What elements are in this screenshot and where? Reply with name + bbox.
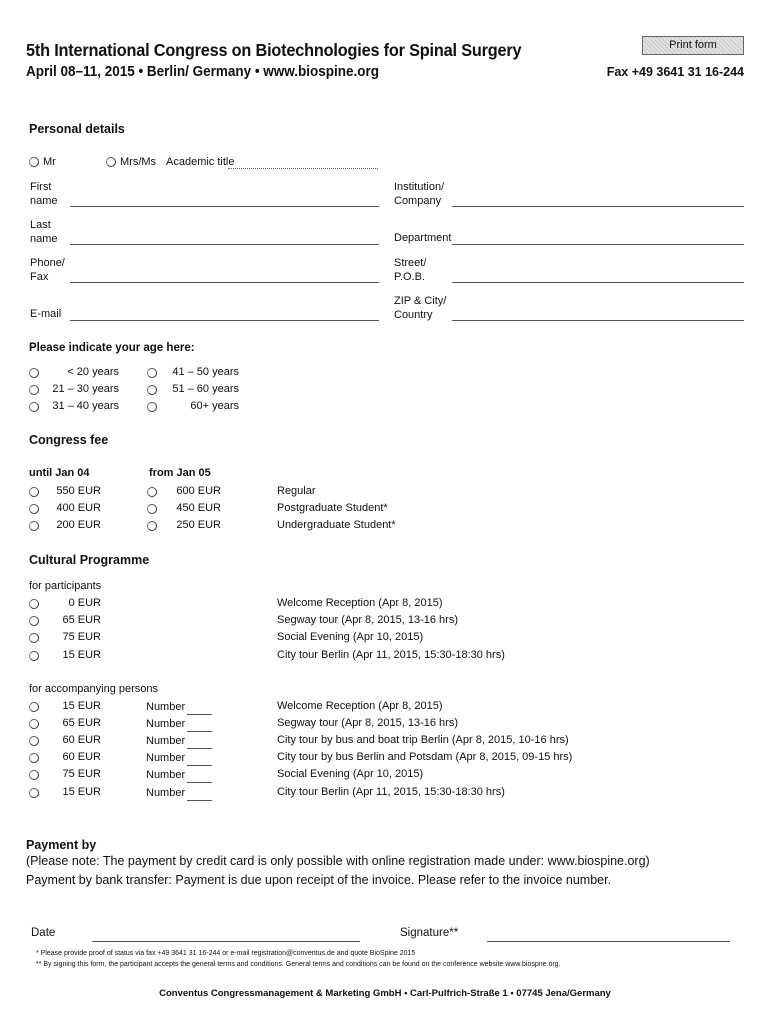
street-label: Street/ P.O.B.: [394, 257, 427, 283]
last-name-field[interactable]: [70, 244, 379, 245]
payment-credit-card-note: (Please note: The payment by credit card is only possible with online registration made under: www.biospine.org): [26, 854, 650, 868]
number-field[interactable]: [187, 782, 212, 783]
fax-number: Fax +49 3641 31 16-244: [606, 65, 744, 79]
date-field[interactable]: [92, 941, 360, 942]
mrs-ms-radio[interactable]: [106, 157, 116, 167]
footnote-proof-of-status: * Please provide proof of status via fax +49 3641 31 16-244 or e-mail registration@conventus.de and quote BioSpine 2015: [36, 950, 416, 957]
participant-event: Social Evening (Apr 10, 2015): [277, 631, 424, 643]
page-footer: Conventus Congressmanagement & Marketing GmbH • Carl-Pulfrich-Straße 1 • 07745 Jena/Germany: [159, 988, 611, 999]
participant-event: Welcome Reception (Apr 8, 2015): [277, 597, 443, 609]
participant-price: 75 EUR: [62, 631, 101, 643]
participant-event: Segway tour (Apr 8, 2015, 13-16 hrs): [277, 614, 458, 626]
age-radio-21-30[interactable]: [29, 385, 39, 395]
number-label: Number: [146, 718, 186, 730]
number-label: Number: [146, 752, 186, 764]
age-radio-51-60[interactable]: [147, 385, 157, 395]
department-label: Department: [394, 232, 452, 244]
accompanying-event: Segway tour (Apr 8, 2015, 13-16 hrs): [277, 717, 458, 729]
fee-early-price: 550 EUR: [56, 485, 101, 497]
accompanying-radio-segway[interactable]: [29, 719, 39, 729]
first-name-label: First name: [30, 181, 58, 207]
payment-bank-transfer-note: Payment by bank transfer: Payment is due upon receipt of the invoice. Please refer to the invoice number.: [26, 873, 612, 887]
participant-radio-city-tour[interactable]: [29, 651, 39, 661]
age-heading: Please indicate your age here:: [29, 342, 195, 354]
last-name-label: Last name: [30, 219, 58, 245]
age-label-41-50: 41 – 50 years: [172, 366, 239, 378]
accompanying-price: 60 EUR: [62, 751, 101, 763]
participant-radio-welcome[interactable]: [29, 599, 39, 609]
accompanying-radio-social-evening[interactable]: [29, 770, 39, 780]
late-fee-heading: from Jan 05: [149, 467, 211, 479]
institution-field[interactable]: [452, 206, 744, 207]
accompanying-price: 15 EUR: [62, 700, 101, 712]
mr-radio[interactable]: [29, 157, 39, 167]
form-title: 5th International Congress on Biotechnologies for Spinal Surgery: [26, 40, 522, 60]
age-radio-60-plus[interactable]: [147, 402, 157, 412]
phone-fax-label: Phone/ Fax: [30, 257, 65, 283]
fee-early-price: 200 EUR: [56, 519, 101, 531]
accompanying-heading: for accompanying persons: [29, 683, 159, 695]
fee-early-radio-postgraduate[interactable]: [29, 504, 39, 514]
accompanying-price: 65 EUR: [62, 717, 101, 729]
participant-price: 15 EUR: [62, 649, 101, 661]
accompanying-price: 60 EUR: [62, 734, 101, 746]
age-label-21-30: 21 – 30 years: [52, 383, 119, 395]
department-field[interactable]: [452, 244, 744, 245]
number-field[interactable]: [187, 765, 212, 766]
accompanying-event: City tour Berlin (Apr 11, 2015, 15:30-18:30 hrs): [277, 786, 505, 798]
first-name-field[interactable]: [70, 206, 379, 207]
academic-title-label: Academic title: [166, 156, 235, 168]
participant-price: 0 EUR: [68, 597, 101, 609]
accompanying-radio-welcome[interactable]: [29, 702, 39, 712]
date-label: Date: [31, 927, 56, 939]
fee-early-radio-regular[interactable]: [29, 487, 39, 497]
fee-late-radio-undergraduate[interactable]: [147, 521, 157, 531]
fee-late-radio-postgraduate[interactable]: [147, 504, 157, 514]
institution-label: Institution/ Company: [394, 181, 445, 207]
number-field[interactable]: [187, 714, 212, 715]
early-fee-heading: until Jan 04: [29, 467, 90, 479]
age-radio-41-50[interactable]: [147, 368, 157, 378]
form-subtitle: April 08–11, 2015 • Berlin/ Germany • www.biospine.org: [26, 64, 379, 80]
age-radio-31-40[interactable]: [29, 402, 39, 412]
fee-category: Postgraduate Student*: [277, 502, 388, 514]
footnote-terms: ** By signing this form, the participant accepts the general terms and conditions. General terms and conditions can be found on the conference website www.biospne.org.: [36, 961, 561, 968]
mrs-ms-label: Mrs/Ms: [120, 156, 157, 168]
print-form-button[interactable]: Print form: [642, 36, 744, 55]
phone-fax-field[interactable]: [70, 282, 379, 283]
academic-title-field[interactable]: [228, 168, 378, 169]
signature-field[interactable]: [487, 941, 730, 942]
age-label-31-40: 31 – 40 years: [52, 400, 119, 412]
zip-city-field[interactable]: [452, 320, 744, 321]
signature-label: Signature**: [400, 927, 459, 939]
zip-city-label: ZIP & City/ Country: [394, 295, 447, 321]
participant-price: 65 EUR: [62, 614, 101, 626]
accompanying-event: City tour by bus Berlin and Potsdam (Apr 8, 2015, 09-15 hrs): [277, 751, 573, 763]
fee-early-price: 400 EUR: [56, 502, 101, 514]
age-radio-under-20[interactable]: [29, 368, 39, 378]
number-field[interactable]: [187, 800, 212, 801]
number-label: Number: [146, 735, 186, 747]
number-label: Number: [146, 701, 186, 713]
accompanying-radio-city-tour[interactable]: [29, 788, 39, 798]
accompanying-price: 75 EUR: [62, 768, 101, 780]
number-field[interactable]: [187, 748, 212, 749]
number-label: Number: [146, 769, 186, 781]
participants-heading: for participants: [29, 580, 102, 592]
fee-early-radio-undergraduate[interactable]: [29, 521, 39, 531]
fee-late-price: 600 EUR: [176, 485, 221, 497]
age-label-51-60: 51 – 60 years: [172, 383, 239, 395]
email-field[interactable]: [70, 320, 379, 321]
number-field[interactable]: [187, 731, 212, 732]
accompanying-radio-boat-trip[interactable]: [29, 736, 39, 746]
number-label: Number: [146, 787, 186, 799]
accompanying-event: Welcome Reception (Apr 8, 2015): [277, 700, 443, 712]
cultural-programme-heading: Cultural Programme: [29, 553, 150, 567]
email-label: E-mail: [30, 308, 62, 320]
personal-details-heading: Personal details: [29, 122, 125, 136]
street-field[interactable]: [452, 282, 744, 283]
age-label-under-20: < 20 years: [67, 366, 119, 378]
age-label-60-plus: 60+ years: [190, 400, 239, 412]
fee-category: Undergraduate Student*: [277, 519, 396, 531]
accompanying-radio-potsdam[interactable]: [29, 753, 39, 763]
participant-radio-segway[interactable]: [29, 616, 39, 626]
accompanying-event: City tour by bus and boat trip Berlin (Apr 8, 2015, 10-16 hrs): [277, 734, 569, 746]
fee-late-price: 250 EUR: [176, 519, 221, 531]
mr-label: Mr: [43, 156, 56, 168]
payment-heading: Payment by: [26, 838, 97, 852]
fee-category: Regular: [277, 485, 316, 497]
accompanying-price: 15 EUR: [62, 786, 101, 798]
participant-event: City tour Berlin (Apr 11, 2015, 15:30-18:30 hrs): [277, 649, 505, 661]
fee-late-price: 450 EUR: [176, 502, 221, 514]
participant-radio-social-evening[interactable]: [29, 633, 39, 643]
accompanying-event: Social Evening (Apr 10, 2015): [277, 768, 424, 780]
fee-late-radio-regular[interactable]: [147, 487, 157, 497]
congress-fee-heading: Congress fee: [29, 433, 109, 447]
